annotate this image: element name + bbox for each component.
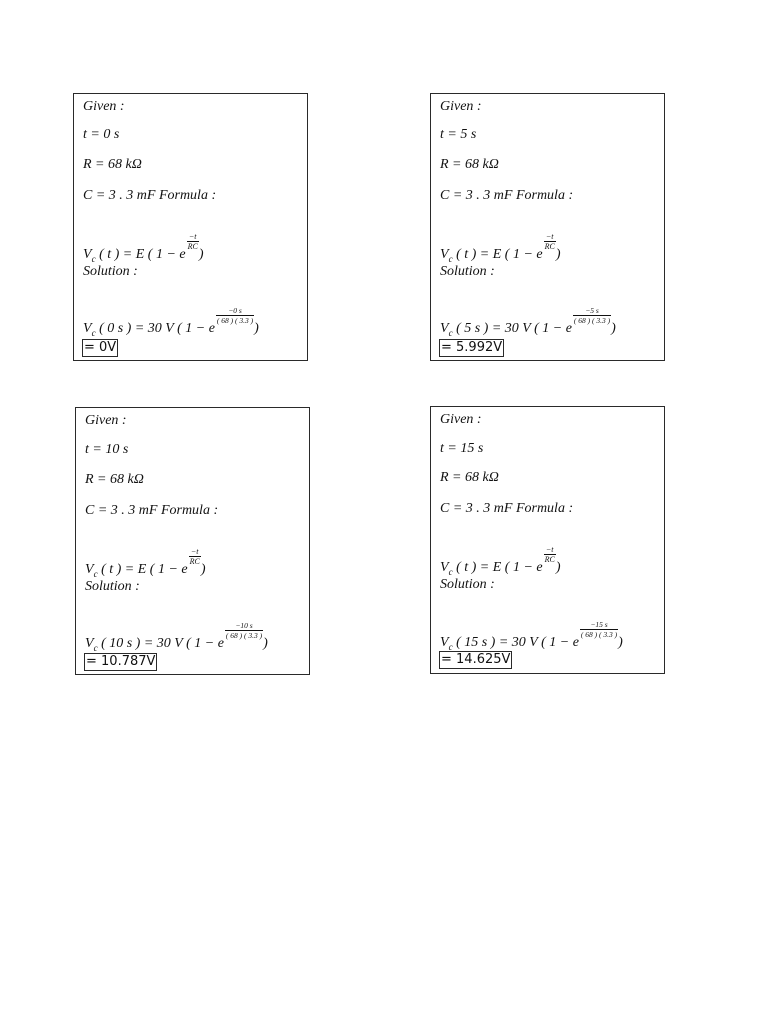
- solution-mid: ( 10 s ) = 30 V ( 1 − e: [101, 636, 224, 651]
- solution-exponent: [216, 306, 254, 325]
- solution-subscript: c: [448, 328, 453, 338]
- exponent-numerator: −10 s: [225, 621, 263, 631]
- formula-line: [83, 232, 204, 263]
- exponent-numerator: −15 s: [580, 620, 618, 630]
- formula-subscript: c: [91, 254, 96, 264]
- exponent-denominator: ( 68 ) ( 3.3 ): [216, 316, 254, 325]
- solution-line: [83, 306, 259, 337]
- solution-line: [440, 620, 623, 651]
- solution-label: Solution :: [85, 579, 140, 594]
- solution-label: Solution :: [440, 264, 495, 279]
- formula-lhs: V: [440, 560, 449, 575]
- exponent-denominator: RC: [189, 557, 200, 566]
- formula-end: ): [200, 562, 206, 577]
- exponent-numerator: −t: [544, 232, 556, 242]
- solution-end: ): [618, 635, 623, 650]
- formula-mid: ( t ) = E ( 1 − e: [99, 247, 186, 262]
- solution-exponent: [580, 620, 618, 639]
- formula-exponent: [544, 232, 556, 251]
- solution-mid: ( 5 s ) = 30 V ( 1 − e: [456, 321, 572, 336]
- solution-mid: ( 15 s ) = 30 V ( 1 − e: [456, 635, 579, 650]
- exponent-denominator: ( 68 ) ( 3.3 ): [580, 630, 618, 639]
- resistance-value: R = 68 kΩ: [83, 157, 142, 172]
- time-value: t = 10 s: [85, 442, 129, 457]
- solution-label: Solution :: [440, 577, 495, 592]
- solution-card-t0: [73, 93, 308, 361]
- given-label: Given :: [83, 99, 125, 114]
- exponent-numerator: −t: [189, 547, 201, 557]
- solution-lhs: V: [440, 321, 449, 336]
- solution-label: Solution :: [83, 264, 138, 279]
- answer-box: = 0V: [84, 340, 117, 355]
- exponent-numerator: −0 s: [216, 306, 254, 316]
- solution-line: [85, 621, 268, 652]
- resistance-value: R = 68 kΩ: [440, 470, 499, 485]
- solution-exponent: [225, 621, 263, 640]
- formula-lhs: V: [440, 247, 449, 262]
- exponent-numerator: −t: [544, 545, 556, 555]
- formula-subscript: c: [93, 569, 98, 579]
- solution-end: ): [263, 636, 268, 651]
- time-value: t = 5 s: [440, 127, 477, 142]
- solution-exponent: [573, 306, 611, 325]
- solution-end: ): [611, 321, 616, 336]
- solution-lhs: V: [83, 321, 92, 336]
- formula-mid: ( t ) = E ( 1 − e: [456, 247, 543, 262]
- given-label: Given :: [440, 412, 482, 427]
- formula-line: [440, 545, 561, 576]
- solution-subscript: c: [93, 643, 98, 653]
- solution-card-t5: [430, 93, 665, 361]
- solution-line: [440, 306, 616, 337]
- formula-subscript: c: [448, 567, 453, 577]
- resistance-value: R = 68 kΩ: [440, 157, 499, 172]
- formula-lhs: V: [85, 562, 94, 577]
- formula-exponent: [187, 232, 199, 251]
- formula-exponent: [544, 545, 556, 564]
- exponent-denominator: RC: [187, 242, 198, 251]
- exponent-denominator: ( 68 ) ( 3.3 ): [573, 316, 611, 325]
- capacitance-formula-label: C = 3 . 3 mF Formula :: [440, 188, 574, 203]
- formula-lhs: V: [83, 247, 92, 262]
- exponent-numerator: −5 s: [573, 306, 611, 316]
- capacitance-formula-label: C = 3 . 3 mF Formula :: [83, 188, 217, 203]
- formula-subscript: c: [448, 254, 453, 264]
- solution-lhs: V: [85, 636, 94, 651]
- formula-end: ): [198, 247, 204, 262]
- solution-lhs: V: [440, 635, 449, 650]
- formula-mid: ( t ) = E ( 1 − e: [101, 562, 188, 577]
- solution-subscript: c: [448, 642, 453, 652]
- solution-mid: ( 0 s ) = 30 V ( 1 − e: [99, 321, 215, 336]
- formula-mid: ( t ) = E ( 1 − e: [456, 560, 543, 575]
- solution-card-t10: [75, 407, 310, 675]
- formula-line: [85, 547, 206, 578]
- formula-line: [440, 232, 561, 263]
- answer-box: = 5.992V: [441, 340, 503, 355]
- given-label: Given :: [85, 413, 127, 428]
- resistance-value: R = 68 kΩ: [85, 472, 144, 487]
- answer-box: = 14.625V: [441, 652, 511, 667]
- exponent-denominator: RC: [544, 555, 555, 564]
- given-label: Given :: [440, 99, 482, 114]
- exponent-denominator: RC: [544, 242, 555, 251]
- capacitance-formula-label: C = 3 . 3 mF Formula :: [440, 501, 574, 516]
- formula-end: ): [555, 247, 561, 262]
- formula-exponent: [189, 547, 201, 566]
- solution-end: ): [254, 321, 259, 336]
- answer-box: = 10.787V: [86, 654, 156, 669]
- formula-end: ): [555, 560, 561, 575]
- solution-subscript: c: [91, 328, 96, 338]
- capacitance-formula-label: C = 3 . 3 mF Formula :: [85, 503, 219, 518]
- time-value: t = 0 s: [83, 127, 120, 142]
- exponent-denominator: ( 68 ) ( 3.3 ): [225, 631, 263, 640]
- time-value: t = 15 s: [440, 441, 484, 456]
- solution-card-t15: [430, 406, 665, 674]
- exponent-numerator: −t: [187, 232, 199, 242]
